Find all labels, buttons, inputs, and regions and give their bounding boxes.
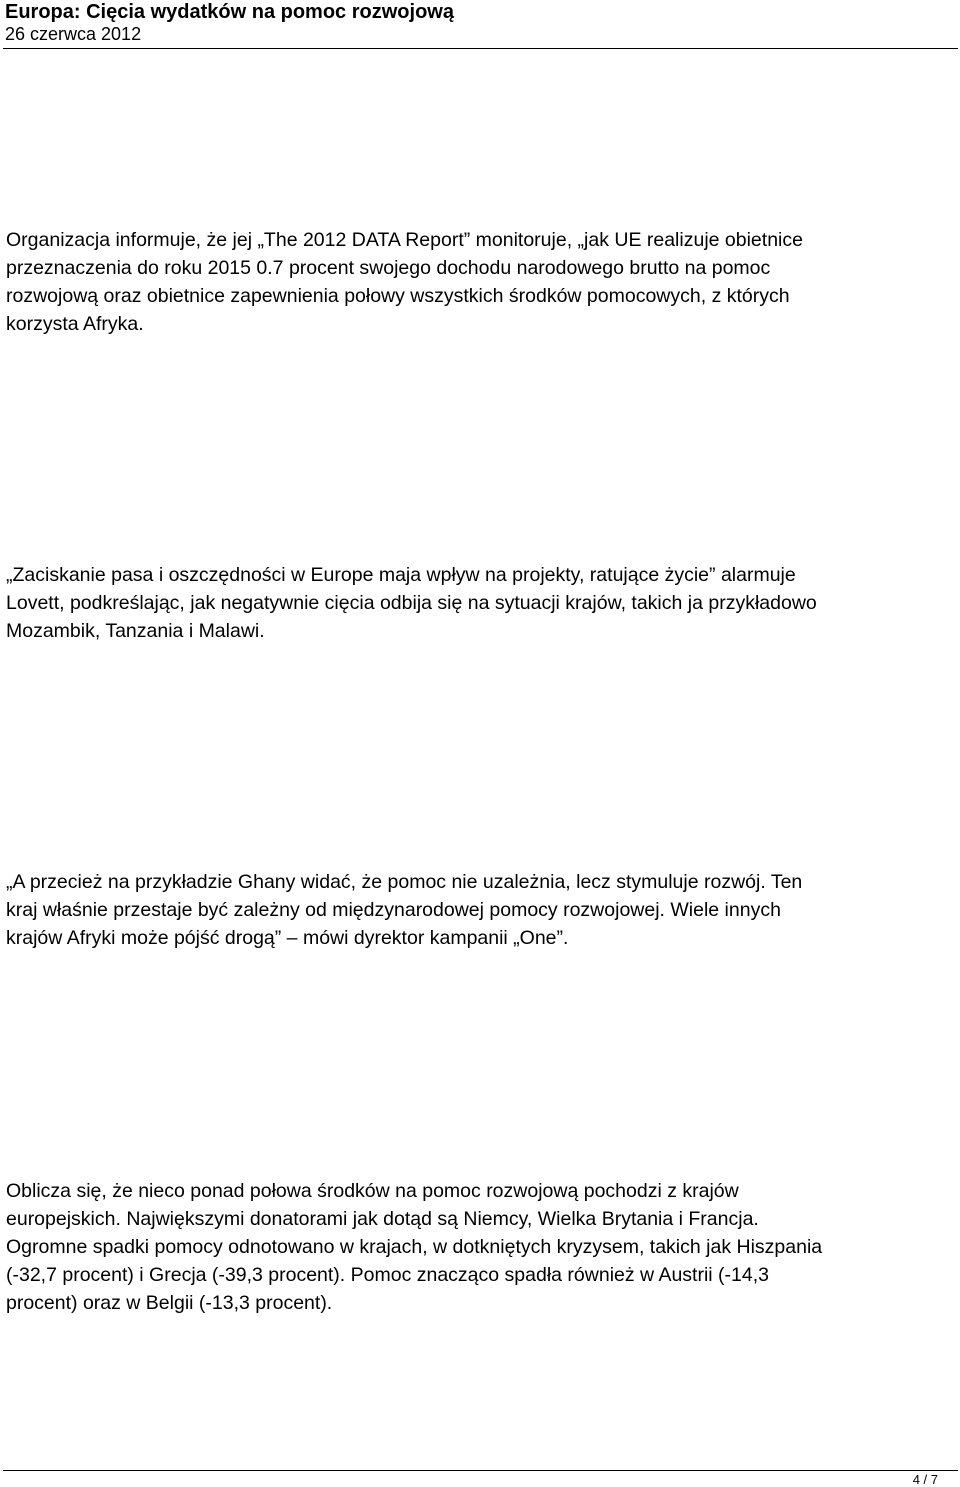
text-line: Ogromne spadki pomocy odnotowano w krajach, w dotkniętych kryzysem, takich jak Hiszpania bbox=[6, 1236, 823, 1258]
header-divider bbox=[3, 48, 958, 49]
document-title: Europa: Cięcia wydatków na pomoc rozwojową bbox=[5, 1, 454, 23]
text-line: krajów Afryki może pójść drogą” – mówi dyrektor kampanii „One”. bbox=[6, 927, 569, 949]
footer-divider bbox=[3, 1470, 958, 1471]
text-line: korzysta Afryka. bbox=[6, 313, 144, 335]
text-line: Mozambik, Tanzania i Malawi. bbox=[6, 620, 265, 642]
text-line: (-32,7 procent) i Grecja (-39,3 procent). Pomoc znacząco spadła również w Austrii (-14,3 bbox=[6, 1264, 769, 1286]
paragraph-ghana-quote bbox=[6, 868, 956, 952]
text-line: procent) oraz w Belgii (-13,3 procent). bbox=[6, 1292, 333, 1314]
text-line: europejskich. Największymi donatorami jak dotąd są Niemcy, Wielka Brytania i Francja. bbox=[6, 1208, 759, 1230]
page-number: 4 / 7 bbox=[912, 1472, 938, 1487]
paragraph-european-donors bbox=[6, 1177, 956, 1317]
text-line: „A przecież na przykładzie Ghany widać, że pomoc nie uzależnia, lecz stymuluje rozwój. Ten bbox=[6, 871, 803, 893]
text-line: kraj właśnie przestaje być zależny od międzynarodowej pomocy rozwojowej. Wiele innych bbox=[6, 899, 781, 921]
text-line: Organizacja informuje, że jej „The 2012 DATA Report” monitoruje, „jak UE realizuje obietnice bbox=[6, 229, 803, 251]
text-line: „Zaciskanie pasa i oszczędności w Europe maja wpływ na projekty, ratujące życie” alarmuje bbox=[6, 564, 796, 586]
document-date: 26 czerwca 2012 bbox=[5, 24, 142, 44]
paragraph-lovett-quote bbox=[6, 561, 956, 645]
text-line: rozwojową oraz obietnice zapewnienia połowy wszystkich środków pomocowych, z których bbox=[6, 285, 790, 307]
paragraph-data-report bbox=[6, 226, 956, 338]
text-line: Lovett, podkreślając, jak negatywnie cięcia odbija się na sytuacji krajów, takich ja przykładowo bbox=[6, 592, 817, 614]
text-line: Oblicza się, że nieco ponad połowa środków na pomoc rozwojową pochodzi z krajów bbox=[6, 1180, 739, 1202]
text-line: przeznaczenia do roku 2015 0.7 procent swojego dochodu narodowego brutto na pomoc bbox=[6, 257, 771, 279]
